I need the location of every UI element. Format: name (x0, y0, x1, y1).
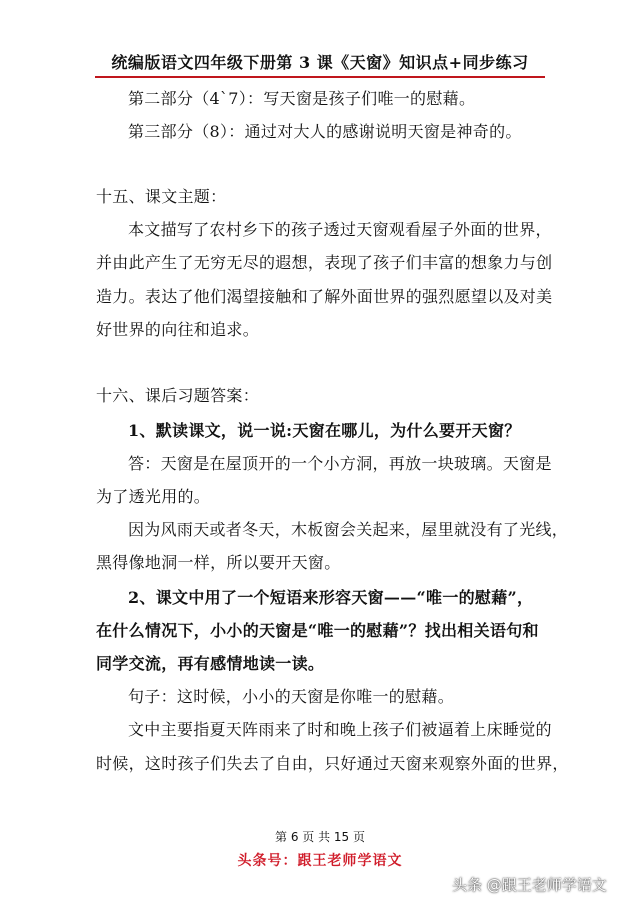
footer-brand: 头条号：跟王老师学语文 (237, 853, 403, 869)
watermark: 头条 @跟王老师学语文 (452, 876, 607, 894)
text-line-17: 句子：这时候，小小的天窗是你唯一的慰藉。 (128, 687, 455, 706)
text-line-18: 文中主要指夏天阵雨来了时和晚上孩子们被逼着上床睡觉的 (128, 720, 552, 739)
text-line-1: 第二部分（4ˋ7）：写天窗是孩子们唯一的慰藉。 (128, 89, 476, 108)
question-2-line-2: 在什么情况下，小小的天窗是“唯一的慰藉”？找出相关语句和 (96, 621, 539, 640)
text-line-12: 因为风雨天或者冬天，木板窗会关起来，屋里就没有了光线， (128, 520, 569, 539)
text-line-13: 黑得像地洞一样，所以要开天窗。 (96, 553, 341, 572)
text-line-4: 本文描写了农村乡下的孩子透过天窗观看屋子外面的世界， (128, 220, 552, 239)
text-line-7: 好世界的向往和追求。 (96, 320, 260, 339)
question-2-line-1: 2、课文中用了一个短语来形容天窗——“唯一的慰藉”， (128, 588, 534, 607)
page-number: 第 6 页 共 15 页 (275, 830, 365, 844)
text-line-10: 答：天窗是在屋顶开的一个小方洞，再放一块玻璃。天窗是 (128, 454, 552, 473)
text-line-19: 时候，这时孩子们失去了自由，只好通过天窗来观察外面的世界， (96, 754, 569, 773)
page-header-title: 统编版语文四年级下册第 3 课《天窗》知识点+同步练习 (111, 53, 529, 72)
section-heading-15: 十五、课文主题： (96, 187, 227, 206)
text-line-5: 并由此产生了无穷无尽的遐想，表现了孩子们丰富的想象力与创 (96, 253, 553, 272)
text-line-11: 为了透光用的。 (96, 487, 211, 506)
question-2-line-3: 同学交流，再有感情地读一读。 (96, 654, 325, 673)
header-divider (95, 76, 545, 78)
question-1: 1、默读课文，说一说:天窗在哪儿，为什么要开天窗？ (128, 421, 521, 440)
text-line-6: 造力。表达了他们渴望接触和了解外面世界的强烈愿望以及对美 (96, 287, 553, 306)
text-line-2: 第三部分（8）：通过对大人的感谢说明天窗是神奇的。 (128, 122, 522, 141)
section-heading-16: 十六、课后习题答案： (96, 386, 260, 405)
